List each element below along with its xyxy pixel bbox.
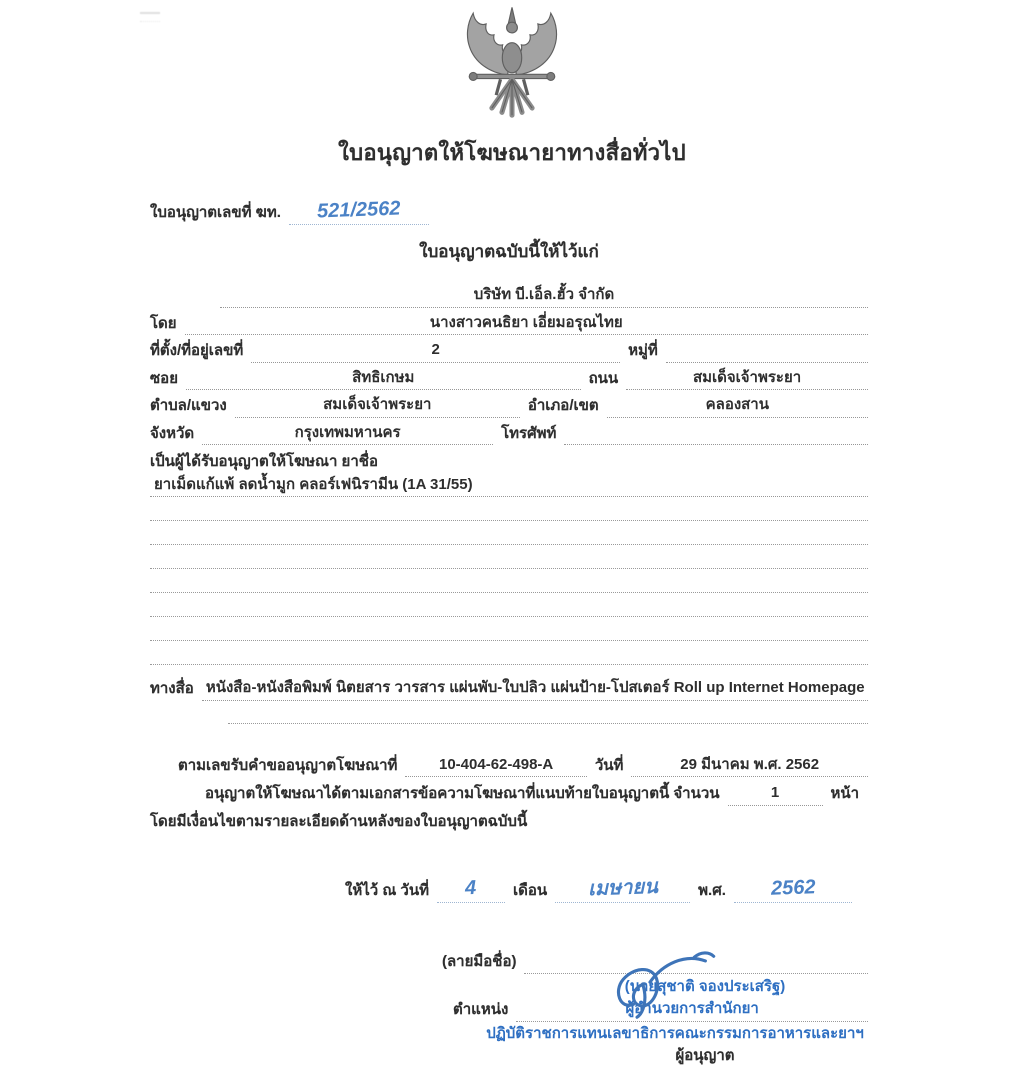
position-row bbox=[150, 998, 868, 1022]
soi-road-row bbox=[150, 367, 868, 391]
issue-year-value: 2562 bbox=[770, 876, 816, 900]
drug-name-row bbox=[150, 474, 868, 498]
phone-label: โทรศัพท์ bbox=[501, 424, 557, 442]
request-number-label: ตามเลขรับคำขออนุญาตโฆษณาที่ bbox=[178, 756, 398, 774]
media-value: หนังสือ-หนังสือพิมพ์ นิตยสาร วารสาร แผ่นพับ-ใบปลิว แผ่นป้าย-โปสเตอร์ Roll up Internet Homepage bbox=[202, 677, 868, 701]
issue-year-line bbox=[734, 877, 852, 903]
district-value: คลองสาน bbox=[607, 394, 868, 418]
issued-to-heading: ใบอนุญาตฉบับนี้ให้ไว้แก่ bbox=[419, 241, 599, 261]
position-title-2: ปฏิบัติราชการแทนเลขาธิการคณะกรรมการอาหารและยาฯ bbox=[486, 1024, 864, 1042]
by-row bbox=[150, 312, 868, 336]
blank-line bbox=[150, 569, 868, 593]
blank-line bbox=[150, 641, 868, 665]
request-date-value: 29 มีนาคม พ.ศ. 2562 bbox=[631, 754, 868, 778]
document-title: ใบอนุญาตให้โฆษณายาทางสื่อทั่วไป bbox=[338, 140, 686, 165]
blank-line bbox=[228, 701, 868, 724]
approve-row bbox=[150, 782, 868, 806]
request-date-label: วันที่ bbox=[594, 756, 624, 774]
district-label: อำเภอ/เขต bbox=[527, 397, 599, 414]
soi-label: ซอย bbox=[150, 369, 178, 387]
position-label: ตำแหน่ง bbox=[453, 1001, 509, 1018]
by-label: โดย bbox=[150, 314, 177, 332]
blank-line bbox=[150, 593, 868, 617]
authorizer-label: ผู้อนุญาต bbox=[675, 1047, 735, 1064]
soi-value: สิทธิเกษม bbox=[186, 367, 581, 391]
scan-artifact bbox=[140, 12, 160, 22]
license-number-row bbox=[150, 199, 868, 225]
company-row bbox=[150, 284, 868, 308]
request-block bbox=[150, 754, 868, 834]
pages-value: 1 bbox=[728, 782, 823, 806]
address-row bbox=[150, 339, 868, 363]
era-label: พ.ศ. bbox=[698, 882, 726, 899]
drug-name-value: ยาเม็ดแก้แพ้ ลดน้ำมูก คลอร์เฟนิรามีน (1A 31/55) bbox=[150, 474, 868, 498]
issue-day-value: 4 bbox=[465, 876, 477, 900]
request-number-value: 10-404-62-498-A bbox=[405, 754, 586, 778]
address-no-value: 2 bbox=[251, 339, 620, 363]
road-value: สมเด็จเจ้าพระยา bbox=[626, 367, 868, 391]
province-value: กรุงเทพมหานคร bbox=[202, 422, 493, 446]
blank-line bbox=[150, 497, 868, 521]
conditions-line: โดยมีเงื่อนไขตามรายละเอียดด้านหลังของใบอนุญาตฉบับนี้ bbox=[150, 812, 528, 830]
signature-label: (ลายมือชื่อ) bbox=[442, 953, 517, 970]
license-number-label: ใบอนุญาตเลขที่ ฆท. bbox=[150, 204, 281, 221]
media-row bbox=[150, 677, 868, 701]
moo-label: หมู่ที่ bbox=[628, 342, 658, 359]
media-label: ทางสื่อ bbox=[150, 680, 194, 697]
subdistrict-label: ตำบล/แขวง bbox=[150, 397, 227, 414]
pages-unit-label: หน้า bbox=[830, 785, 860, 802]
province-phone-row bbox=[150, 422, 868, 446]
license-number-value: 521/2562 bbox=[316, 197, 401, 223]
permit-line-row bbox=[150, 451, 868, 474]
request-number-row bbox=[150, 754, 868, 778]
signature-handwriting-icon bbox=[602, 945, 722, 1023]
position-title-1: ผู้อำนวยการสำนักยา bbox=[625, 1000, 759, 1017]
phone-value bbox=[564, 422, 868, 445]
moo-value bbox=[666, 340, 868, 363]
garuda-emblem-icon bbox=[437, 6, 587, 121]
road-label: ถนน bbox=[588, 369, 619, 387]
month-label: เดือน bbox=[513, 882, 548, 899]
form-body bbox=[150, 199, 868, 1068]
approve-line: อนุญาตให้โฆษณาได้ตามเอกสารข้อความโฆษณาที่แนบท้ายใบอนุญาตนี้ จำนวน bbox=[205, 785, 720, 802]
permit-line: เป็นผู้ได้รับอนุญาตให้โฆษณา ยาชื่อ bbox=[150, 453, 378, 470]
issue-day-line bbox=[437, 877, 505, 903]
issue-date-row bbox=[150, 877, 868, 903]
blank-line bbox=[150, 521, 868, 545]
province-label: จังหวัด bbox=[150, 424, 195, 442]
signer-name: (นายสุชาติ จองประเสริฐ) bbox=[624, 977, 786, 995]
issue-month-value: เมษายน bbox=[587, 875, 658, 901]
license-number-line bbox=[289, 199, 429, 225]
address-label: ที่ตั้ง/ที่อยู่เลขที่ bbox=[150, 342, 244, 359]
blank-line bbox=[150, 545, 868, 569]
signature-line-row bbox=[150, 949, 868, 974]
signature-block bbox=[150, 949, 868, 1068]
subdistrict-district-row bbox=[150, 394, 868, 418]
by-value: นางสาวคนธิยา เอี่ยมอรุณไทย bbox=[185, 312, 868, 336]
company-name: บริษัท บี.เอ็ล.ฮั้ว จำกัด bbox=[220, 284, 868, 308]
subdistrict-value: สมเด็จเจ้าพระยา bbox=[235, 394, 520, 418]
issue-month-line bbox=[555, 877, 690, 903]
blank-line bbox=[150, 617, 868, 641]
issued-at-label: ให้ไว้ ณ วันที่ bbox=[345, 882, 429, 899]
